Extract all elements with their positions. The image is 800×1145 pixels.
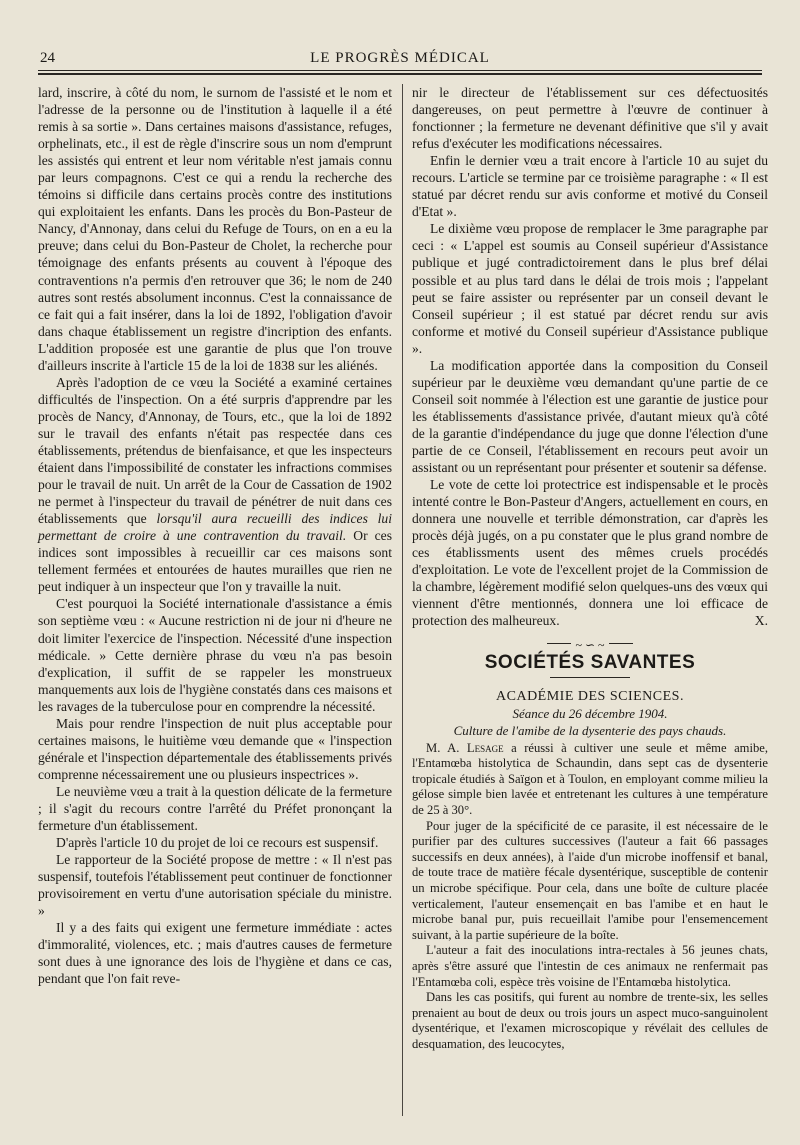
left-paragraph-text: Après l'adoption de ce vœu la Société a examiné certaines difficultés de l'inspection. On a été surpris d'apprendre par les procès de Nancy, d'Annonay, de Tours, etc., que la loi de 1892 sur le travail des enfants n'était pas respectée dans ces établissements, prétendus de bienfaisance, et que les inspecteurs étaient dans l'impossibilité de constater les infractions commises pour le travail de nuit. Un arrêt de la Cour de Cassation de 1902 ne permet à l'inspecteur du travail de pénétrer de nuit dans ces établissements que (38, 374, 392, 527)
flourish-icon: ~ ∽ ~ (571, 638, 608, 652)
article-paragraph: Dans les cas positifs, qui furent au nombre de trente-six, les selles prenaient au bout de deux ou trois jours un aspect muco-sanguinolent dysentérique, et l'examen microscopique y révélait des cellules de desquamation, des leucocytes, (412, 990, 768, 1051)
signature: X. (754, 613, 768, 629)
ornament-separator (412, 636, 768, 650)
section-rule (550, 677, 630, 678)
page-number: 24 (40, 50, 55, 66)
journal-title: LE PROGRÈS MÉDICAL (310, 50, 490, 66)
left-column (38, 84, 392, 987)
article-paragraph (412, 741, 768, 819)
right-paragraph (412, 476, 768, 629)
left-paragraph (38, 374, 392, 596)
header-rule (38, 73, 762, 75)
right-paragraph: Le dixième vœu propose de remplacer le 3me paragraphe par ceci : « L'appel est soumis au Conseil supérieur d'Assistance publique et jugé contradictoirement dans le plus bref délai possible et au plus tard dans le délai de trois mois ; l'appelant peut se faire assister ou représenter par un conseil devant le Conseil supérieur ; il est statué par décret rendu sur avis conforme et motivé du Conseil supérieur d'Assistance publique ». (412, 221, 768, 356)
academy-heading: ACADÉMIE DES SCIENCES. (496, 688, 684, 704)
article-body (412, 741, 768, 1053)
left-paragraph: Le neuvième vœu a trait à la question délicate de la fermeture ; il s'agit du recours contre l'arrêté du Préfet prononçant la fermeture d'un établissement. (38, 783, 392, 834)
left-paragraph: Mais pour rendre l'inspection de nuit plus acceptable pour certaines maisons, le huitième vœu demande que « l'inspection générale et l'inspection départementale des établissements privés comprenne nécessairement une ou plusieurs inspectrices ». (38, 715, 392, 782)
right-paragraph: Enfin le dernier vœu a trait encore à l'article 10 au sujet du recours. L'article se termine par ce troisième paragraphe : « Il est statué par décret rendu sur avis conforme et motivé du Conseil d'Etat ». (412, 153, 768, 220)
right-paragraph-text: Le vote de cette loi protectrice est indispensable et le procès intenté contre le Bon-Pasteur d'Angers, actuellement en cours, en donnera une nouvelle et terrible démonstration, car d'après les procès déjà jugés, on a pu constater que le plus grand nombre de ces établissments usent des mêmes cruels procédés d'exploitation. Le vote de l'excellent projet de la Commission de la chambre, légèrement modifié selon quelques-uns des vœux qui viennent d'être mentionnés, donnera une loi efficace de protection des malheureux. (412, 477, 768, 629)
italic-quote: lorsqu'il aura recueilli des indices lui permettant de croire à une contravention du travail. (38, 511, 392, 544)
session-date: Séance du 26 décembre 1904. (512, 705, 668, 721)
left-paragraph: Le rapporteur de la Société propose de mettre : « Il n'est pas suspensif, toutefois l'établissement peut continuer de fonctionner provisoirement en vertu d'une autorisation spéciale du ministre. » (38, 852, 392, 919)
author-name: M. A. Lesage (426, 740, 504, 755)
right-paragraph: La modification apportée dans la composition du Conseil supérieur par le deuxième vœu demandant qu'une partie de ce Conseil soit nommée à l'élection est une garantie de justice pour les établissements d'assistance privée, d'autant mieux qu'à côté de la garantie d'indépendance du juge que donne l'élection d'une partie de ce Conseil, l'établissement en recours peut avoir un assistant ou un représentant pour présenter et soutenir sa défense. (412, 357, 768, 476)
article-paragraph: L'auteur a fait des inoculations intra-rectales à 56 jeunes chats, après s'être assuré que l'intestin de ces animaux ne renfermait pas l'Entamœba coli, espèce très voisine de l'Entamœba histolytica. (412, 943, 768, 989)
left-paragraph: C'est pourquoi la Société internationale d'assistance a émis son septième vœu : « Aucune restriction ni de jour ni d'heure ne doit limiter l'exercice de l'inspection. Nécessité d'une inspection médicale. » Cette dernière phrase du vœu n'a pas besoin d'explication, il suffit de se rappeler les monstrueux manquements aux lois de l'hygiène constatés dans ces maisons et les ravages de la tuberculose pour en comprendre la nécessité. (38, 596, 392, 714)
left-paragraph: Il y a des faits qui exigent une fermeture immédiate : actes d'immoralité, violences, etc. ; mais d'autres causes de fermeture sont dues à une ignorance des lois de l'hygiène et dans ce cas, pendant que l'on fait reve- (38, 920, 392, 987)
page-header (38, 44, 762, 71)
column-divider (402, 84, 403, 1116)
section-title: SOCIÉTÉS SAVANTES (484, 651, 696, 673)
left-paragraph: lard, inscrire, à côté du nom, le surnom de l'assisté et le nom et l'adresse de la personne ou de l'institution à laquelle il a été remis à sa sortie ». Dans certaines maisons d'assistance, refuges, orphelinats, etc., il est de règle d'inscrire sous un nom d'emprunt les assistés qui entrent et leur nom véritable n'est jamais connu par leurs compagnons. C'est ce qui a rendu la recherche des témoins si difficile dans certains procès contre des institutions qui exploitaient les enfants. Dans les procès du Bon-Pasteur de Nancy, d'Annonay, dans celui du Refuge de Tours, on en a eu la preuve; dans celui du Bon-Pasteur de Cholet, la recherche pour témoignage des enfants présents au couvent à l'époque des contraventions n'a permis d'en retrouver que 36; le nom de 240 autres sont restés absolument inconnus. C'est la connaissance de ce fait qui a fait insérer, dans la loi de 1892, l'obligation d'avoir dans chaque établissement un registre d'incription des enfants. L'addition proposée est une garantie de plus que l'on trouve d'ailleurs inscrite à l'article 15 de la loi de 1838 sur les aliénés. (38, 85, 392, 373)
article-subtitle: Culture de l'amibe de la dysenterie des pays chauds. (453, 722, 727, 738)
left-paragraph: D'après l'article 10 du projet de loi ce recours est suspensif. (56, 835, 379, 851)
article-paragraph: Pour juger de la spécificité de ce parasite, il est nécessaire de le purifier par des cultures successives (l'auteur a fait 66 passages successifs en deux années), à l'aide d'un microbe inoffensif et banal, de toute trace de matière fécale dysentérique, susceptible de contenir un microbe spécifique. Pour cela, dans une boîte de culture placée verticalement, l'auteur ensemençait en bas l'amibe et en haut le microbe banal pur, puis recueillait l'amibe pour l'ensemencement suivant, à la partie supérieure de la boîte. (412, 818, 768, 942)
right-column (412, 84, 768, 1053)
right-paragraph: nir le directeur de l'établissement sur ces défectuosités dangereuses, on peut permettre à l'œuvre de continuer à fonctionner ; la fermeture ne devenant définitive que s'il y avait refus d'exécuter les modifications nécessaires. (412, 85, 768, 152)
article-paragraph-text: a réussi à cultiver une seule et même amibe, l'Entamœba histolytica de Schaundin, dans sept cas de dysenterie tropicale étudiés à Saïgon et à Toulon, en employant comme milieu la gélose simple bien lavée et entretenant les cultures à une température de 25 à 30°. (412, 740, 768, 818)
left-paragraph-text: Or ces indices sont impossibles à recueillir car ces maisons sont tellement fermées et entourées de hautes murailles que rien ne peut indiquer à un inspecteur que l'on y travaille la nuit. (38, 528, 392, 595)
